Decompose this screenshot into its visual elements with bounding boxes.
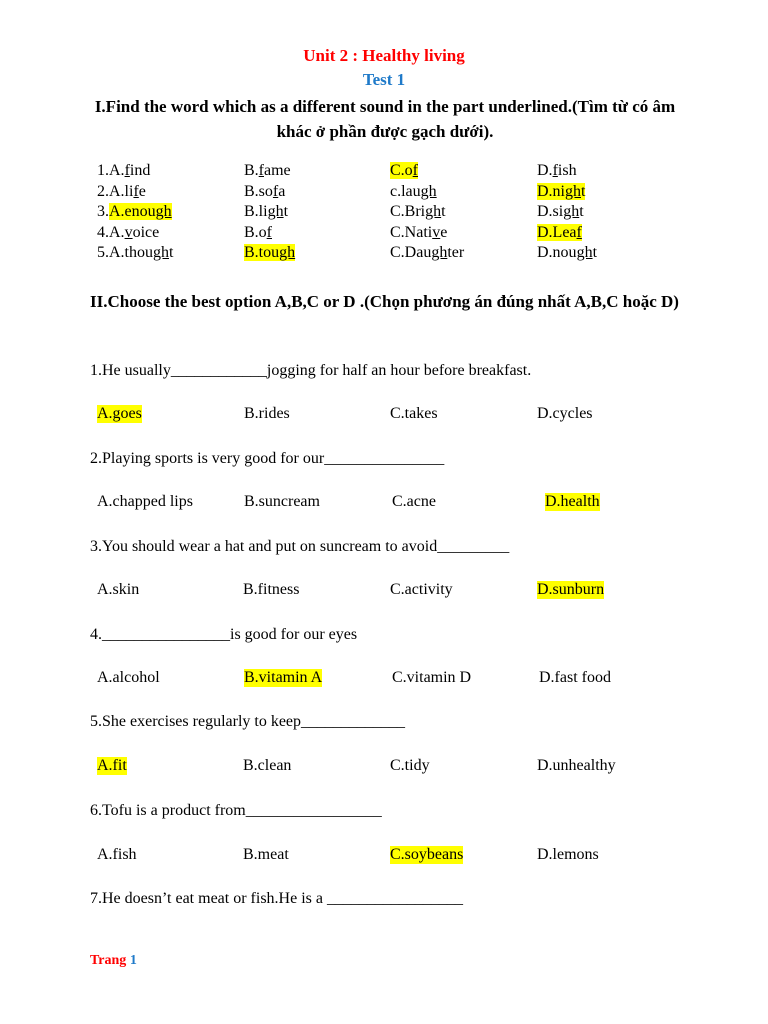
answer-option: D.fast food: [539, 669, 611, 686]
pronunciation-table: [97, 162, 697, 265]
answer-option: B.meat: [243, 846, 289, 863]
question-text: 7.He doesn’t eat meat or fish.He is a _________________: [90, 890, 463, 907]
question-text: 3.You should wear a hat and put on suncream to avoid_________: [90, 538, 510, 555]
word-option: D.night: [537, 182, 586, 200]
word-option: B.light: [244, 203, 289, 220]
word-option: B.fame: [244, 162, 291, 179]
answer-option: A.chapped lips: [97, 493, 193, 510]
answer-option-correct: C.soybeans: [390, 846, 464, 863]
answer-option-correct: A.goes: [97, 405, 142, 422]
answer-option-correct: D.sunburn: [537, 581, 605, 598]
word-option: C.Bright: [390, 203, 446, 220]
answer-option: B.clean: [243, 757, 292, 774]
answer-options: [97, 846, 717, 868]
answer-options: [97, 493, 717, 515]
pronunciation-row: [97, 224, 697, 245]
answer-options: [97, 581, 717, 603]
answer-option: B.rides: [244, 405, 290, 422]
answer-option: C.vitamin D: [392, 669, 472, 686]
answer-option-correct: D.health: [545, 493, 600, 510]
test-subtitle: Test 1: [362, 70, 406, 89]
word-option: D.nought: [537, 244, 598, 261]
word-option: C.of: [390, 162, 418, 179]
pronunciation-row: [97, 183, 697, 204]
pronunciation-row: [97, 244, 697, 265]
answer-option: C.activity: [390, 581, 453, 598]
section1-heading: I.Find the word which as a different sound in the part underlined.(Tìm từ có âm khác ở phần được gạch dưới).: [94, 97, 676, 141]
word-option: D.fish: [537, 162, 577, 179]
answer-option: A.skin: [97, 581, 140, 598]
word-option: 2.A.life: [97, 182, 146, 200]
answer-options: [97, 757, 717, 779]
question-text: 1.He usually____________jogging for half an hour before breakfast.: [90, 362, 532, 379]
page-title: Unit 2 : Healthy living: [303, 46, 465, 65]
footer-label: Trang: [90, 953, 127, 968]
answer-options: [97, 669, 717, 691]
word-option: B.sofa: [244, 182, 286, 200]
answer-option: B.fitness: [243, 581, 300, 598]
answer-option: C.acne: [392, 493, 436, 510]
answer-options: [97, 405, 717, 427]
word-option: B.of: [244, 223, 272, 241]
pronunciation-row: [97, 162, 697, 183]
answer-option: B.suncream: [244, 493, 320, 510]
answer-option: D.unhealthy: [537, 757, 616, 774]
word-option: 4.A.voice: [97, 223, 160, 241]
word-option: 1.A.find: [97, 162, 151, 179]
answer-option: D.cycles: [537, 405, 593, 422]
answer-option: C.tidy: [390, 757, 430, 774]
word-option: C.Daughter: [390, 244, 465, 261]
word-option: D.Leaf: [537, 223, 582, 241]
word-option: D.sight: [537, 203, 584, 220]
word-option: B.tough: [244, 244, 296, 261]
question-text: 6.Tofu is a product from_________________: [90, 802, 382, 819]
answer-option: A.fish: [97, 846, 137, 863]
word-option: 5.A.thought: [97, 244, 174, 261]
question-text: 2.Playing sports is very good for our_______________: [90, 450, 445, 467]
answer-option-correct: B.vitamin A: [244, 669, 323, 686]
answer-option: A.alcohol: [97, 669, 160, 686]
answer-option-correct: A.fit: [97, 757, 127, 774]
question-text: 4.________________is good for our eyes: [90, 626, 358, 643]
footer-page-number: 1: [129, 953, 137, 968]
word-option: C.Native: [390, 223, 448, 241]
word-option: c.laugh: [390, 182, 437, 200]
question-text: 5.She exercises regularly to keep_____________: [90, 713, 406, 730]
answer-option: C.takes: [390, 405, 438, 422]
pronunciation-row: [97, 203, 697, 224]
page-footer: [90, 953, 137, 969]
answer-option: D.lemons: [537, 846, 599, 863]
word-option: 3.A.enough: [97, 203, 172, 220]
section2-heading: II.Choose the best option A,B,C or D .(Chọn phương án đúng nhất A,B,C hoặc D): [90, 292, 679, 311]
